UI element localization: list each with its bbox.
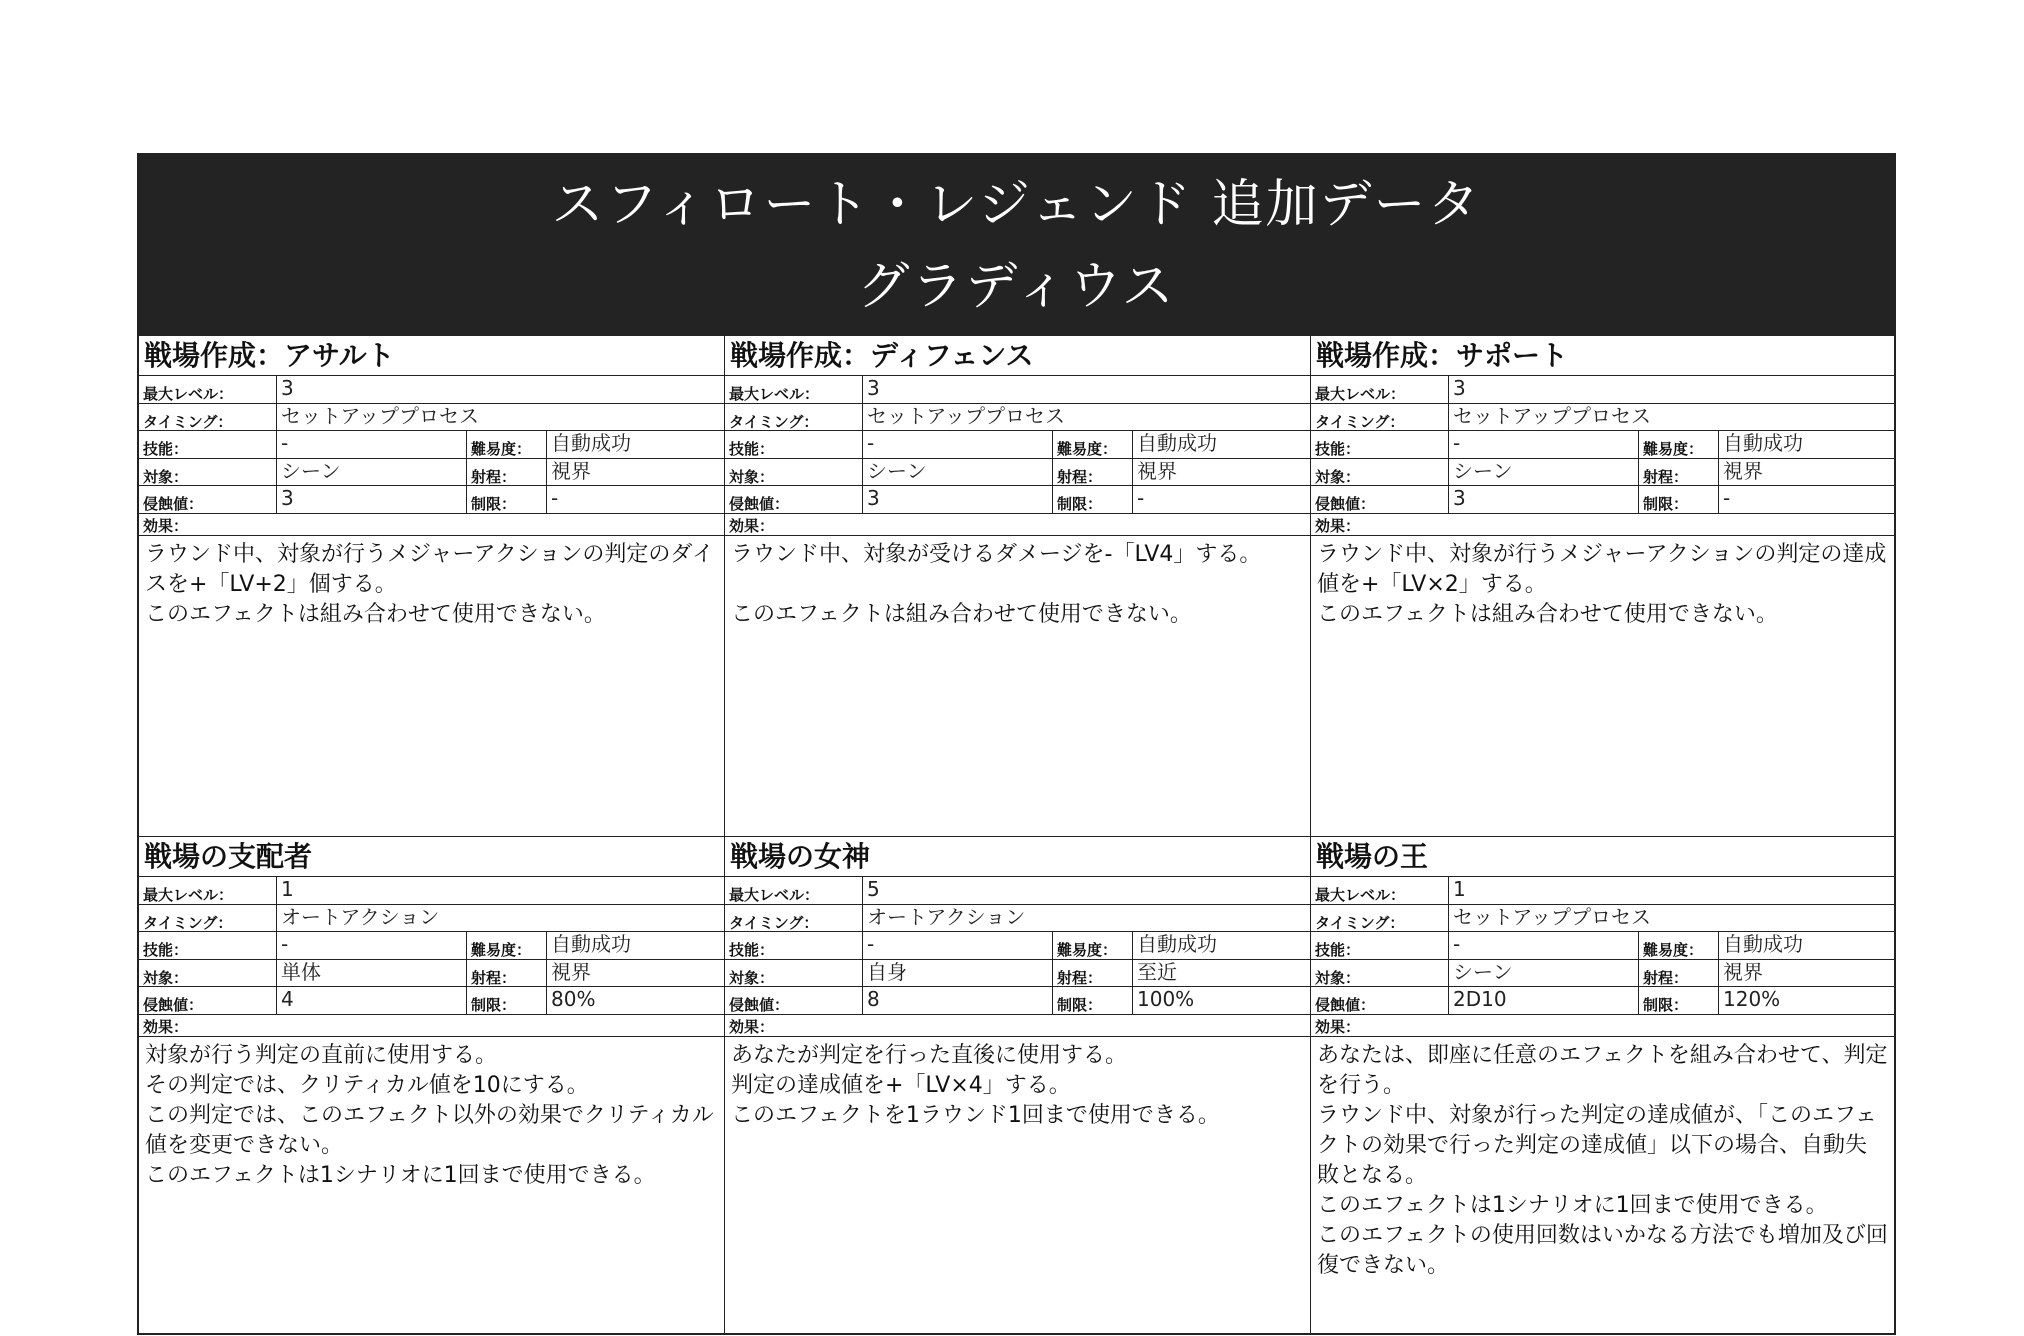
limit-value: -	[1137, 486, 1145, 510]
effect-card-battlefield-ruler	[139, 837, 725, 1335]
effect-line: このエフェクトは1シナリオに1回まで使用できる。	[1317, 1192, 1828, 1218]
skill-value: -	[1449, 932, 1639, 959]
limit-label: 制限：	[1639, 987, 1719, 1014]
erosion-label: 侵蝕値：	[725, 486, 863, 513]
effect-label: 効果：	[143, 1017, 189, 1036]
skill-label: 技能：	[139, 431, 277, 458]
difficulty-label: 難易度：	[467, 431, 547, 458]
timing-value: オートアクション	[281, 904, 440, 929]
range-label: 射程：	[467, 960, 547, 987]
effect-card-battlefield-goddess	[725, 837, 1311, 1335]
erosion-label: 侵蝕値：	[1311, 987, 1449, 1014]
max-level-value: 1	[1453, 877, 1466, 901]
timing-value: セットアッププロセス	[1453, 403, 1651, 428]
effect-card-assault	[139, 336, 725, 837]
target-label: 対象：	[139, 459, 277, 486]
effect-line: その判定では、クリティカル値を10にする。	[145, 1072, 589, 1098]
difficulty-value: 自動成功	[1723, 431, 1803, 455]
data-sheet	[137, 153, 1896, 1335]
difficulty-value: 自動成功	[551, 932, 631, 956]
erosion-value: 3	[1449, 486, 1639, 513]
difficulty-label: 難易度：	[1053, 932, 1133, 959]
max-level-value: 5	[867, 877, 880, 901]
effect-line: このエフェクトの使用回数はいかなる方法でも増加及び回復できない。	[1317, 1222, 1888, 1278]
effect-line: ラウンド中、対象が受けるダメージを-「LV4」する。	[731, 541, 1262, 567]
max-level-value: 1	[281, 877, 294, 901]
effect-label: 効果：	[729, 516, 775, 535]
target-value: シーン	[1449, 459, 1639, 486]
effect-text	[139, 1037, 724, 1191]
card-title: 戦場の支配者	[139, 837, 724, 877]
range-value: 視界	[551, 959, 591, 984]
limit-value: 120%	[1723, 987, 1781, 1011]
max-level-label: 最大レベル：	[139, 877, 277, 904]
effect-line: このエフェクトを1ラウンド1回まで使用できる。	[731, 1102, 1220, 1128]
range-label: 射程：	[1639, 459, 1719, 486]
card-title: 戦場の女神	[725, 837, 1310, 877]
skill-value: -	[277, 932, 467, 959]
erosion-value: 3	[277, 486, 467, 513]
limit-value: 80%	[551, 987, 596, 1011]
skill-label: 技能：	[725, 431, 863, 458]
difficulty-label: 難易度：	[467, 932, 547, 959]
difficulty-value: 自動成功	[1137, 431, 1217, 455]
max-level-value: 3	[281, 376, 294, 400]
difficulty-value: 自動成功	[1137, 932, 1217, 956]
effect-line: 対象が行う判定の直前に使用する。	[145, 1042, 498, 1068]
effect-text	[1311, 1037, 1894, 1281]
target-label: 対象：	[725, 459, 863, 486]
timing-label: タイミング：	[1311, 404, 1449, 431]
target-label: 対象：	[139, 960, 277, 987]
difficulty-label: 難易度：	[1639, 932, 1719, 959]
timing-value: セットアッププロセス	[867, 403, 1065, 428]
card-title: 戦場作成：ディフェンス	[725, 336, 1310, 376]
skill-value: -	[863, 431, 1053, 458]
skill-value: -	[277, 431, 467, 458]
erosion-label: 侵蝕値：	[725, 987, 863, 1014]
range-label: 射程：	[1053, 459, 1133, 486]
erosion-value: 8	[863, 987, 1053, 1014]
skill-label: 技能：	[1311, 932, 1449, 959]
max-level-label: 最大レベル：	[725, 376, 863, 403]
card-title: 戦場作成：サポート	[1311, 336, 1894, 376]
effect-line: このエフェクトは組み合わせて使用できない。	[731, 601, 1192, 627]
limit-value: -	[1723, 486, 1731, 510]
range-value: 至近	[1137, 959, 1177, 984]
effect-line: あなたは、即座に任意のエフェクトを組み合わせて、判定を行う。	[1317, 1042, 1888, 1098]
effect-label: 効果：	[1315, 1017, 1361, 1036]
difficulty-value: 自動成功	[551, 431, 631, 455]
range-value: 視界	[1723, 959, 1763, 984]
target-value: シーン	[277, 459, 467, 486]
effect-line: ラウンド中、対象が行うメジャーアクションの判定の達成値を+「LV×2」する。	[1317, 541, 1887, 597]
header-banner	[139, 155, 1894, 336]
effect-text	[725, 1037, 1310, 1131]
effect-line: このエフェクトは組み合わせて使用できない。	[145, 601, 606, 627]
erosion-label: 侵蝕値：	[1311, 486, 1449, 513]
target-value: シーン	[863, 459, 1053, 486]
effect-line: あなたが判定を行った直後に使用する。	[731, 1042, 1128, 1068]
timing-label: タイミング：	[139, 905, 277, 932]
timing-value: セットアッププロセス	[281, 403, 479, 428]
effect-line: このエフェクトは1シナリオに1回まで使用できる。	[145, 1162, 656, 1188]
limit-label: 制限：	[1053, 987, 1133, 1014]
max-level-label: 最大レベル：	[139, 376, 277, 403]
limit-label: 制限：	[467, 486, 547, 513]
effect-label: 効果：	[1315, 516, 1361, 535]
effect-label: 効果：	[143, 516, 189, 535]
range-label: 射程：	[1053, 960, 1133, 987]
effect-line: ラウンド中、対象が行った判定の達成値が、「このエフェクトの効果で行った判定の達成値」以下の場合、自動失敗となる。	[1317, 1102, 1877, 1188]
effect-card-defense	[725, 336, 1311, 837]
skill-label: 技能：	[1311, 431, 1449, 458]
timing-value: オートアクション	[867, 904, 1026, 929]
target-label: 対象：	[725, 960, 863, 987]
range-label: 射程：	[1639, 960, 1719, 987]
timing-label: タイミング：	[725, 905, 863, 932]
erosion-value: 3	[863, 486, 1053, 513]
erosion-value: 2D10	[1449, 987, 1639, 1014]
max-level-value: 3	[867, 376, 880, 400]
erosion-label: 侵蝕値：	[139, 987, 277, 1014]
max-level-label: 最大レベル：	[725, 877, 863, 904]
effect-card-support	[1311, 336, 1894, 837]
effect-line: このエフェクトは組み合わせて使用できない。	[1317, 601, 1778, 627]
max-level-label: 最大レベル：	[1311, 877, 1449, 904]
range-value: 視界	[1723, 458, 1763, 483]
target-label: 対象：	[1311, 459, 1449, 486]
limit-value: -	[551, 486, 559, 510]
timing-label: タイミング：	[725, 404, 863, 431]
max-level-value: 3	[1453, 376, 1466, 400]
limit-value: 100%	[1137, 987, 1195, 1011]
range-value: 視界	[1137, 458, 1177, 483]
target-value: 単体	[277, 960, 467, 987]
effect-line: 判定の達成値を+「LV×4」する。	[731, 1072, 1071, 1098]
effect-line	[731, 570, 1304, 600]
difficulty-value: 自動成功	[1723, 932, 1803, 956]
target-value: シーン	[1449, 960, 1639, 987]
card-title: 戦場の王	[1311, 837, 1894, 877]
effect-text	[725, 536, 1310, 630]
difficulty-label: 難易度：	[1053, 431, 1133, 458]
limit-label: 制限：	[1639, 486, 1719, 513]
effect-label: 効果：	[729, 1017, 775, 1036]
skill-label: 技能：	[725, 932, 863, 959]
skill-value: -	[1449, 431, 1639, 458]
effect-text	[1311, 536, 1894, 630]
effect-text	[139, 536, 724, 630]
timing-label: タイミング：	[1311, 905, 1449, 932]
skill-value: -	[863, 932, 1053, 959]
range-value: 視界	[551, 458, 591, 483]
max-level-label: 最大レベル：	[1311, 376, 1449, 403]
range-label: 射程：	[467, 459, 547, 486]
erosion-label: 侵蝕値：	[139, 486, 277, 513]
effect-line: ラウンド中、対象が行うメジャーアクションの判定のダイスを+「LV+2」個する。	[145, 541, 714, 597]
limit-label: 制限：	[467, 987, 547, 1014]
page-title: スフィロート・レジェンド 追加データ	[551, 174, 1482, 235]
page-subtitle: グラディウス	[857, 256, 1176, 317]
card-title: 戦場作成：アサルト	[139, 336, 724, 376]
effect-card-grid	[139, 336, 1894, 1335]
target-label: 対象：	[1311, 960, 1449, 987]
timing-label: タイミング：	[139, 404, 277, 431]
limit-label: 制限：	[1053, 486, 1133, 513]
erosion-value: 4	[277, 987, 467, 1014]
difficulty-label: 難易度：	[1639, 431, 1719, 458]
target-value: 自身	[863, 960, 1053, 987]
skill-label: 技能：	[139, 932, 277, 959]
effect-card-battlefield-king	[1311, 837, 1894, 1335]
effect-line: この判定では、このエフェクト以外の効果でクリティカル値を変更できない。	[145, 1102, 714, 1158]
timing-value: セットアッププロセス	[1453, 904, 1651, 929]
